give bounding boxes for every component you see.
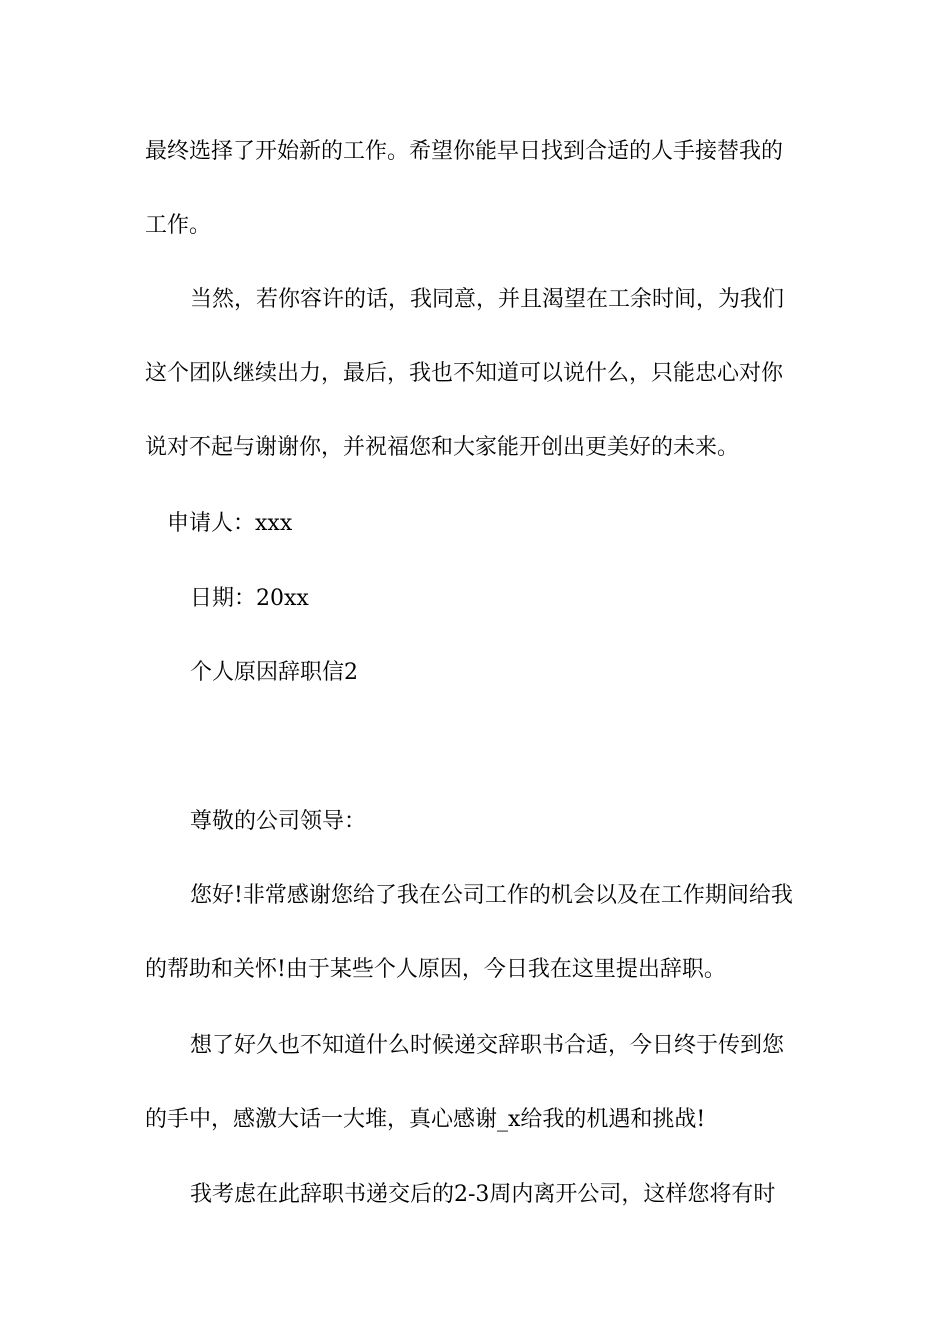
applicant-line: 申请人：xxx — [167, 511, 293, 536]
letter-title: 个人原因辞职信2 — [190, 660, 358, 685]
paragraph-line: 想了好久也不知道什么时候递交辞职书合适，今日终于传到您 — [190, 1033, 785, 1058]
date-line: 日期：20xx — [190, 586, 309, 611]
salutation-line: 尊敬的公司领导： — [190, 809, 367, 834]
paragraph-line: 最终选择了开始新的工作。希望你能早日找到合适的人手接替我的 — [145, 139, 784, 164]
paragraph-line: 说对不起与谢谢你，并祝福您和大家能开创出更美好的未来。 — [145, 435, 740, 460]
paragraph-line: 我考虑在此辞职书递交后的2-3周内离开公司，这样您将有时 — [190, 1182, 776, 1207]
paragraph-line: 工作。 — [145, 213, 212, 238]
paragraph-line: 您好!非常感谢您给了我在公司工作的机会以及在工作期间给我 — [190, 883, 793, 908]
paragraph-line: 的手中，感激大话一大堆，真心感谢_x给我的机遇和挑战! — [145, 1107, 706, 1132]
paragraph-line: 的帮助和关怀!由于某些个人原因，今日我在这里提出辞职。 — [145, 957, 726, 982]
paragraph-line: 当然，若你容许的话，我同意，并且渴望在工余时间，为我们 — [190, 287, 785, 312]
paragraph-line: 这个团队继续出力，最后，我也不知道可以说什么，只能忠心对你 — [145, 361, 784, 386]
